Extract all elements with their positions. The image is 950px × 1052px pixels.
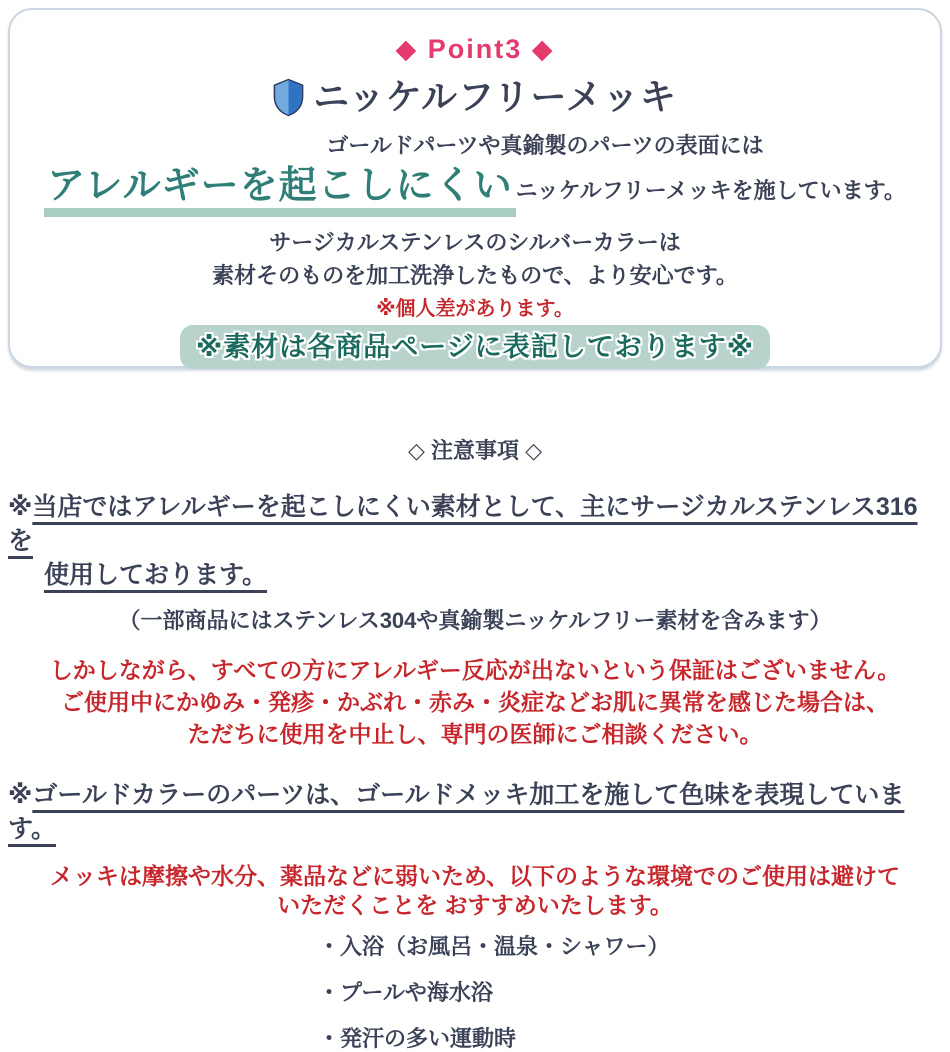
panel-title: ニッケルフリーメッキ	[313, 76, 677, 117]
list-item: ・発汗の多い運動時	[318, 1026, 517, 1051]
shield-icon	[273, 78, 304, 117]
notice-section	[0, 438, 950, 1052]
allergy-warning	[8, 654, 942, 750]
point3-panel	[8, 8, 942, 368]
highlight-tail: ニッケルフリーメッキを施しています。	[515, 178, 906, 203]
individual-difference-note: ※個人差があります。	[376, 298, 574, 320]
page	[0, 8, 950, 1051]
gold-statement	[8, 778, 942, 846]
silver-line-2: 素材そのものを加工洗浄したもので、より安心です。	[212, 263, 738, 288]
list-item: ・プールや海水浴	[318, 980, 493, 1005]
avoid-situations-list	[318, 934, 942, 1052]
list-item: ・入浴（お風呂・温泉・シャワー）	[318, 934, 670, 959]
material-note-pill: ※素材は各商品ページに表記しております※	[180, 325, 770, 369]
material-statement-line1: 当店ではアレルギーを起こしにくい素材として、主にサージカルステンレス316を	[8, 493, 918, 555]
silver-line-1: サージカルステンレスのシルバーカラーは	[269, 230, 681, 255]
highlight-text: アレルギーを起こしにくい	[44, 165, 516, 217]
notice-heading: ◇ 注意事項 ◇	[407, 438, 543, 463]
material-statement	[8, 490, 942, 592]
asterisk-marker: ※	[8, 493, 33, 521]
point3-badge: ◆ Point3 ◆	[395, 34, 555, 64]
material-statement-line2: 使用しております。	[44, 561, 268, 589]
asterisk-marker: ※	[8, 781, 33, 809]
highlight-row	[10, 162, 940, 218]
plating-warning-line: メッキは摩擦や水分、薬品などに弱いため、以下のような環境でのご使用は避けて	[49, 863, 901, 889]
plating-warning	[8, 862, 942, 920]
sub-note: （一部商品にはステンレス304や真鍮製ニッケルフリー素材を含みます）	[118, 608, 832, 633]
panel-title-row	[10, 74, 940, 120]
allergy-warning-line: しかしながら、すべての方にアレルギー反応が出ないという保証はございません。	[49, 657, 901, 683]
allergy-warning-line: ご使用中にかゆみ・発疹・かぶれ・赤み・炎症などお肌に異常を感じた場合は、	[61, 689, 889, 715]
intro-line: ゴールドパーツや真鍮製のパーツの表面には	[326, 133, 764, 158]
plating-warning-line: いただくことを おすすめいたします。	[277, 892, 673, 918]
allergy-warning-line: ただちに使用を中止し、専門の医師にご相談ください。	[187, 721, 763, 747]
gold-statement-line: ゴールドカラーのパーツは、ゴールドメッキ加工を施して色味を表現しています。	[8, 781, 905, 843]
